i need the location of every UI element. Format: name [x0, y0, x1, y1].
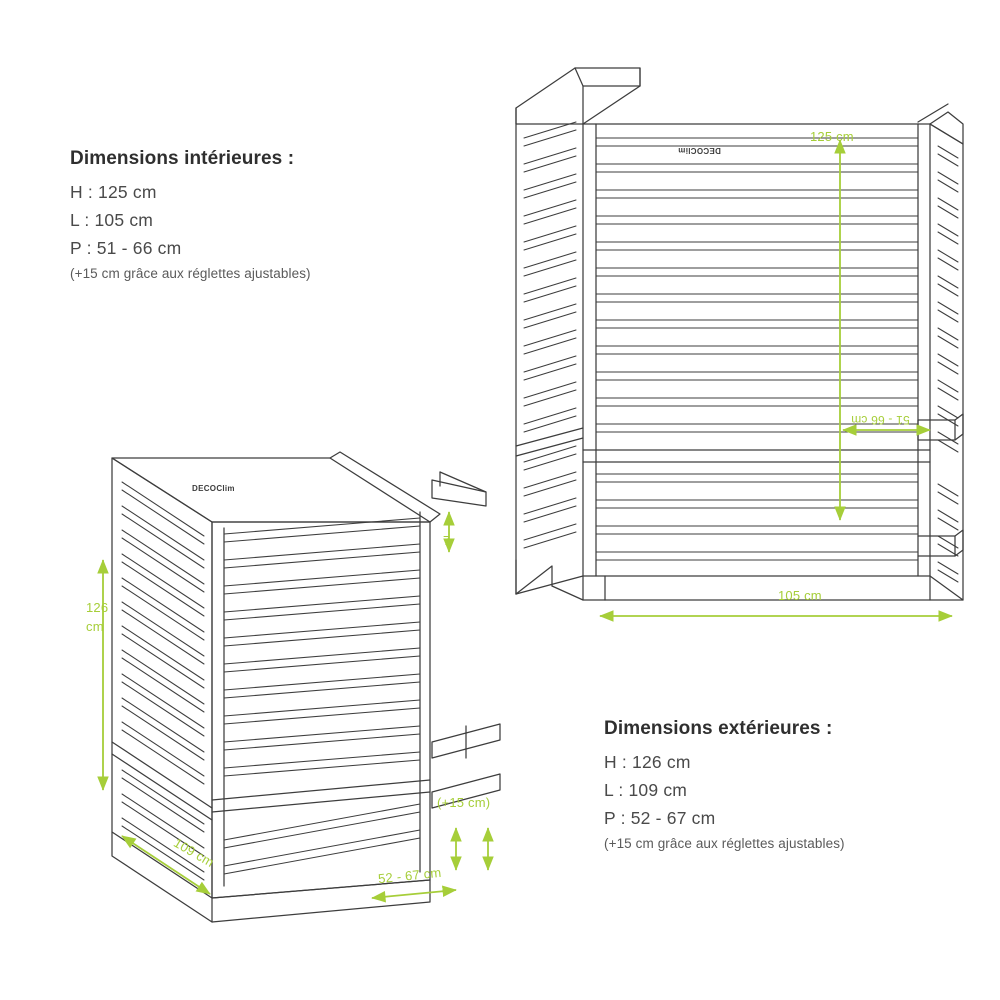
interior-dimensions-block	[70, 148, 311, 281]
dim-label-height-126-l1: 126	[86, 600, 109, 615]
dim-label-width-105: 105 cm	[778, 588, 822, 603]
exterior-note: (+15 cm grâce aux réglettes ajustables)	[604, 836, 845, 851]
dim-label-depth-51-66: 51 - 66 cm	[851, 413, 910, 427]
interior-height: H : 125 cm	[70, 182, 157, 202]
interior-note: (+15 cm grâce aux réglettes ajustables)	[70, 266, 311, 281]
depth-arrow-52-67	[372, 890, 456, 898]
front-perspective-unit	[112, 452, 500, 922]
brand-logo-rear: DECOClim	[678, 146, 721, 155]
rear-dimension-arrows	[600, 140, 952, 616]
dim-label-width-109: 109 cm	[171, 835, 217, 870]
exterior-depth: P : 52 - 67 cm	[604, 808, 716, 828]
rear-perspective-unit	[516, 68, 963, 600]
brand-logo-front: DECOClim	[192, 484, 235, 493]
dim-label-depth-52-67: 52 - 67 cm	[377, 864, 443, 887]
exterior-width: L : 109 cm	[604, 780, 688, 800]
exterior-height: H : 126 cm	[604, 752, 691, 772]
dim-label-height-125: 125 cm	[810, 129, 854, 144]
exterior-dimensions-block	[604, 718, 845, 851]
interior-width: L : 105 cm	[70, 210, 154, 230]
dim-label-height-126-l2: cm	[86, 619, 104, 634]
dim-label-small-tab-7: 7	[443, 533, 451, 548]
interior-depth: P : 51 - 66 cm	[70, 238, 182, 258]
dim-label-extension-15: (+15 cm)	[437, 795, 491, 810]
exterior-title: Dimensions extérieures :	[604, 718, 833, 739]
interior-title: Dimensions intérieures :	[70, 148, 295, 169]
